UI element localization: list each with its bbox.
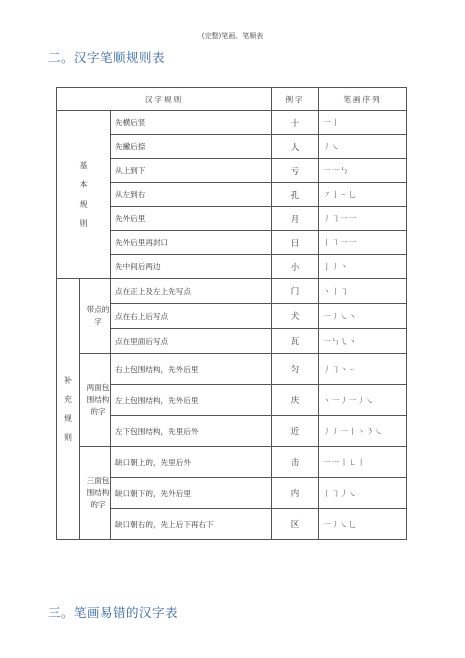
table-row <box>57 111 407 135</box>
rule-text: 从上到下 <box>111 159 272 183</box>
table-row <box>57 447 407 478</box>
example-char: 孔 <box>272 183 319 207</box>
rule-text: 左下包围结构，先里后外 <box>111 416 272 447</box>
stroke-sequence: 丿㇏ <box>319 135 407 159</box>
table-header-row <box>57 88 407 111</box>
example-char: 庆 <box>272 385 319 416</box>
example-char: 亏 <box>272 159 319 183</box>
rule-text: 先外后里再封口 <box>111 231 272 255</box>
table-row <box>57 279 407 304</box>
stroke-sequence: 一一㇉ <box>319 159 407 183</box>
example-char: 门 <box>272 279 319 304</box>
subcategory-dotted-chars: 带点的字 <box>80 279 111 354</box>
stroke-sequence: 一一丨㇄丨 <box>319 447 407 478</box>
rule-text: 从左到右 <box>111 183 272 207</box>
example-char: 近 <box>272 416 319 447</box>
header-example: 例字 <box>272 88 319 111</box>
subcategory-two-side-enclosure: 两面包围结构的字 <box>80 354 111 447</box>
stroke-sequence: 一丨 <box>319 111 407 135</box>
rule-text: 先横后竖 <box>111 111 272 135</box>
stroke-sequence: 一丿㇏丶 <box>319 304 407 329</box>
stroke-sequence: 丿㇆丶㇀ <box>319 354 407 385</box>
example-char: 十 <box>272 111 319 135</box>
example-char: 犬 <box>272 304 319 329</box>
stroke-sequence: 丨㇆丿㇏ <box>319 478 407 509</box>
section-title-error-prone-chars: 三。笔画易错的汉字表 <box>48 605 179 620</box>
example-char: 匀 <box>272 354 319 385</box>
stroke-sequence: 一丿㇏乚 <box>319 509 407 540</box>
subcategory-three-side-enclosure: 三面包围结构的字 <box>80 447 111 540</box>
rule-text: 点在正上及左上先写点 <box>111 279 272 304</box>
stroke-sequence: 丿丿一丨丶㇋㇏ <box>319 416 407 447</box>
rule-text: 缺口朝右的，先上后下再右下 <box>111 509 272 540</box>
example-char: 月 <box>272 207 319 231</box>
stroke-sequence: 丨㇕一一 <box>319 231 407 255</box>
stroke-sequence: 丿㇆一一 <box>319 207 407 231</box>
table-row <box>57 354 407 385</box>
document-header: (完整)笔画、笔顺表 <box>201 32 264 40</box>
section-title-stroke-order-rules: 二。汉字笔顺规则表 <box>48 50 166 65</box>
category-basic-rules: 基本规则 <box>57 111 111 279</box>
header-rule: 汉字规则 <box>57 88 272 111</box>
rule-text: 点在右上后写点 <box>111 304 272 329</box>
example-char: 击 <box>272 447 319 478</box>
example-char: 瓦 <box>272 329 319 354</box>
example-char: 日 <box>272 231 319 255</box>
example-char: 小 <box>272 255 319 279</box>
stroke-order-rules-table <box>56 87 407 540</box>
stroke-sequence: 丶一丿一丿㇏ <box>319 385 407 416</box>
rule-text: 缺口朝上的，先里后外 <box>111 447 272 478</box>
rule-text: 缺口朝下的，先外后里 <box>111 478 272 509</box>
header-strokes: 笔画序列 <box>319 88 407 111</box>
rule-text: 右上包围结构，先外后里 <box>111 354 272 385</box>
rule-text: 先中间后两边 <box>111 255 272 279</box>
stroke-sequence: 亅丿丶 <box>319 255 407 279</box>
example-char: 人 <box>272 135 319 159</box>
example-char: 内 <box>272 478 319 509</box>
category-supplementary-rules: 补充规则 <box>57 279 80 540</box>
rule-text: 先外后里 <box>111 207 272 231</box>
example-char: 区 <box>272 509 319 540</box>
rule-text: 左上包围结构，先外后里 <box>111 385 272 416</box>
stroke-sequence: 一㇉㇂丶 <box>319 329 407 354</box>
rule-text: 先撇后捺 <box>111 135 272 159</box>
stroke-sequence: 丶丨㇆ <box>319 279 407 304</box>
stroke-sequence: ㇇亅㇀乚 <box>319 183 407 207</box>
rule-text: 点在里面后写点 <box>111 329 272 354</box>
